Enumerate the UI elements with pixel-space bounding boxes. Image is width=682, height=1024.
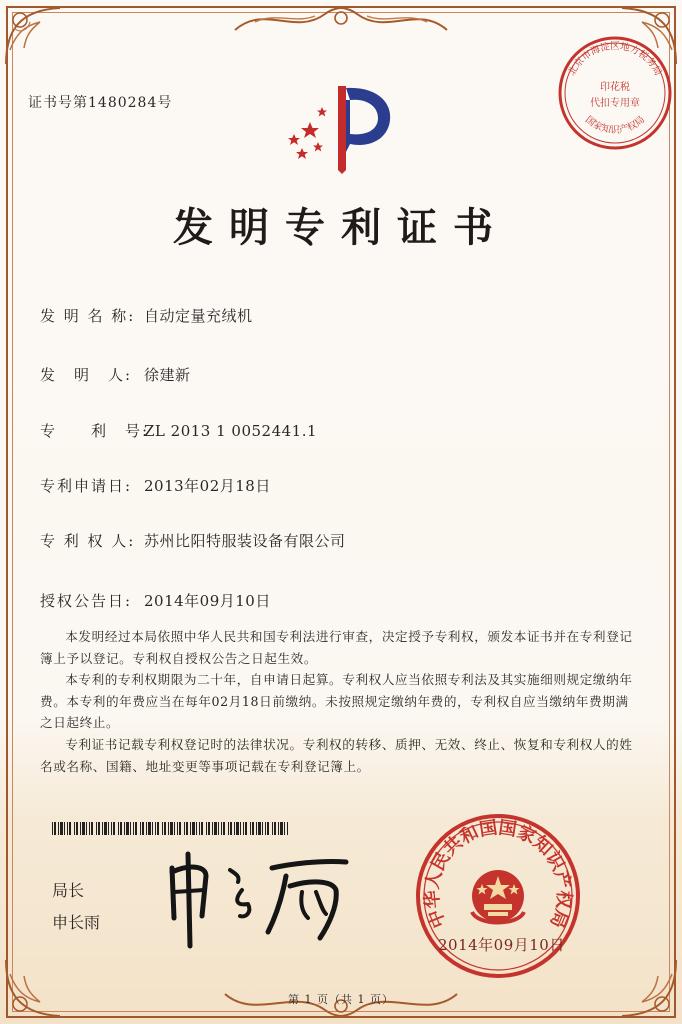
patent-office-logo-icon — [280, 82, 400, 174]
svg-text:国家知识产权局 — [583, 114, 647, 136]
field-value: 2013年02月18日 — [144, 477, 271, 495]
field-patentee — [40, 530, 346, 551]
top-ornament-icon — [225, 0, 457, 40]
body-paragraph: 本专利的专利权期限为二十年，自申请日起算。专利权人应当依照专利法及其实施细则规定缴纳年费。本专利的年费应当在每年02月18日前缴纳。未按照规定缴纳年费的，专利权自应当缴纳年费期满之日起终止。 — [40, 672, 633, 731]
page-title: 发明专利证书 — [173, 204, 509, 251]
body-paragraph: 专利证书记载专利权登记时的法律状况。专利权的转移、质押、无效、终止、恢复和专利权人的姓名或名称、国籍、地址变更等事项记载在专利登记簿上。 — [40, 736, 633, 774]
tax-stamp-seal-icon — [556, 34, 674, 152]
svg-text:北京市海淀区地方税务局 — [566, 40, 664, 78]
field-label: 发 明 名 称: — [40, 307, 136, 325]
corner-ornament-icon — [612, 954, 682, 1024]
field-value: 苏州比阳特服装设备有限公司 — [144, 532, 346, 550]
seal-ring-text: 中华人民共和国国家知识产权局 — [421, 817, 575, 931]
field-grant-date — [40, 590, 271, 611]
tax-stamp-middle-1: 印花税 — [600, 82, 630, 93]
field-patent-number — [40, 420, 317, 441]
certificate-number: 证书号第1480284号 — [28, 95, 173, 111]
director-name: 申长雨 — [52, 913, 101, 932]
field-value: ZL 2013 1 0052441.1 — [144, 422, 318, 440]
seal-date: 2014年09月10日 — [438, 936, 565, 954]
field-value: 徐建新 — [144, 366, 191, 384]
field-value: 2014年09月10日 — [144, 592, 271, 610]
field-invention-name — [40, 305, 253, 326]
field-label: 授权公告日: — [40, 592, 133, 610]
body-paragraph: 本发明经过本局依照中华人民共和国专利法进行审查，决定授予专利权，颁发本证书并在专利登记簿上予以登记。专利权自授权公告之日起生效。 — [40, 629, 633, 666]
tax-stamp-ring-text: 北京市海淀区地方税务局 — [566, 41, 664, 78]
certificate-body — [40, 626, 640, 777]
field-value: 自动定量充绒机 — [144, 307, 253, 325]
tax-stamp-middle-2: 代扣专用章 — [590, 98, 640, 109]
field-label: 发 明 人: — [40, 366, 133, 384]
field-filing-date — [40, 475, 271, 496]
field-label: 专利申请日: — [40, 477, 133, 495]
barcode-icon — [52, 822, 290, 835]
page-number: 第 1 页（共 1 页） — [288, 993, 394, 1006]
corner-ornament-icon — [0, 0, 70, 70]
handwritten-signature-icon — [150, 846, 370, 950]
tax-stamp-bottom-text: 国家知识产权局 — [582, 114, 648, 136]
director-title: 局长 — [52, 881, 85, 900]
corner-ornament-icon — [0, 954, 70, 1024]
field-inventor — [40, 364, 191, 385]
field-label: 专 利 号: — [40, 422, 150, 440]
field-label: 专 利 权 人: — [40, 532, 136, 550]
